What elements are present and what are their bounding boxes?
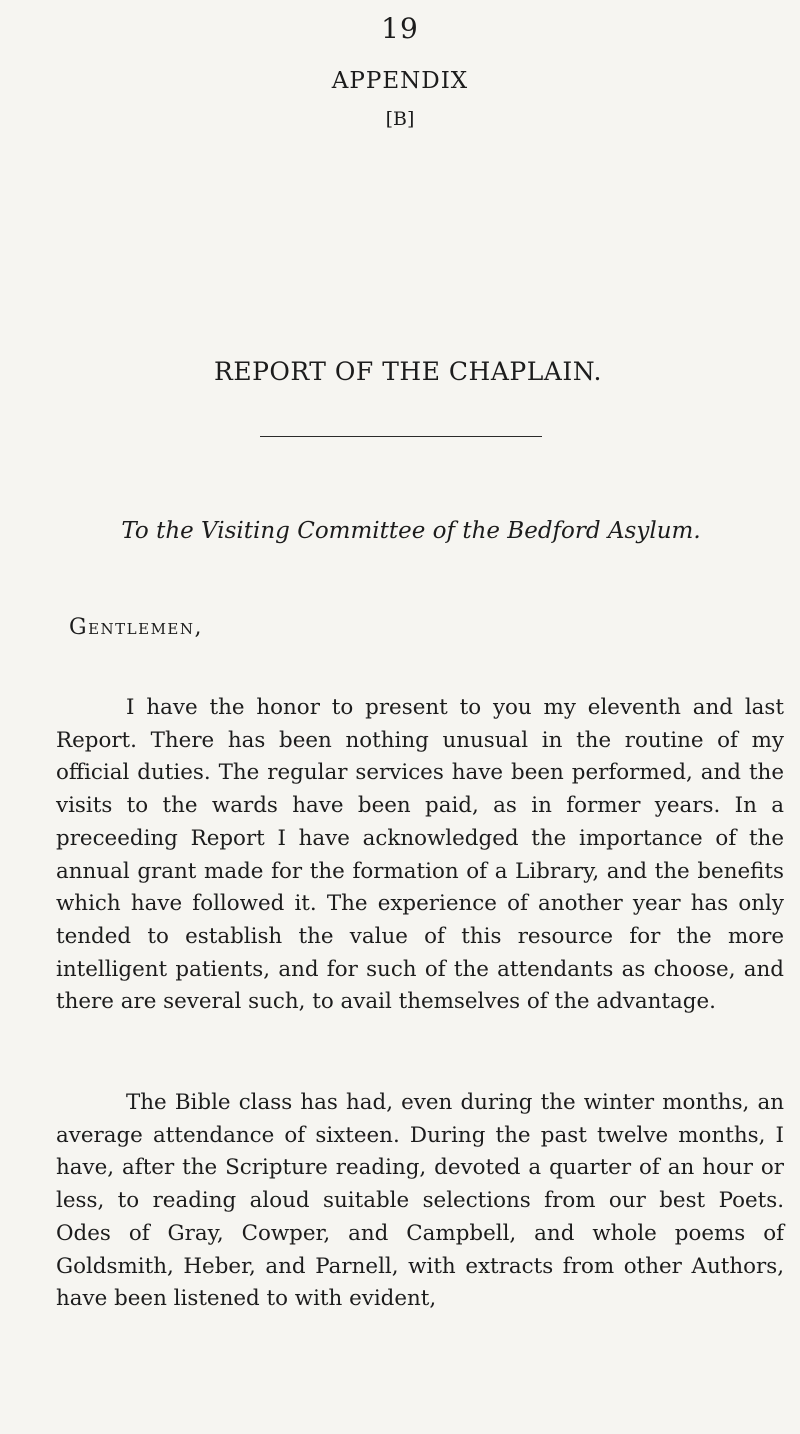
title-rule	[260, 436, 542, 437]
page-number: 19	[381, 12, 419, 45]
report-title: REPORT OF THE CHAPLAIN.	[214, 357, 602, 386]
appendix-mark: [B]	[385, 108, 415, 130]
salutation: Gentlemen,	[69, 615, 203, 640]
address-line: To the Visiting Committee of the Bedford Asylum.	[121, 518, 701, 544]
appendix-heading: APPENDIX	[331, 68, 469, 94]
body-paragraph-1: I have the honor to present to you my eleventh and last Report. There has been nothing unusual in the routine of my official duties. The regular services have been performed, and the visits to the wards have been paid, as in former years. In a preceeding Report I have acknowledged the importance of the annual grant made for the formation of a Library, and the benefits which have followed it. The experience of another year has only tended to establish the value of this resource for the more intelligent patients, and for such of the attendants as choose, and there are several such, to avail themselves of the advantage.	[56, 695, 784, 1015]
body-paragraph-2: The Bible class has had, even during the winter months, an average attendance of sixteen. During the past twelve months, I have, after the Scripture reading, devoted a quarter of an hour or less, to reading aloud suitable selections from our best Poets. Odes of Gray, Cowper, and Campbell, and whole poems of Goldsmith, Heber, and Parnell, with extracts from other Authors, have been listened to with evident,	[56, 1090, 784, 1312]
